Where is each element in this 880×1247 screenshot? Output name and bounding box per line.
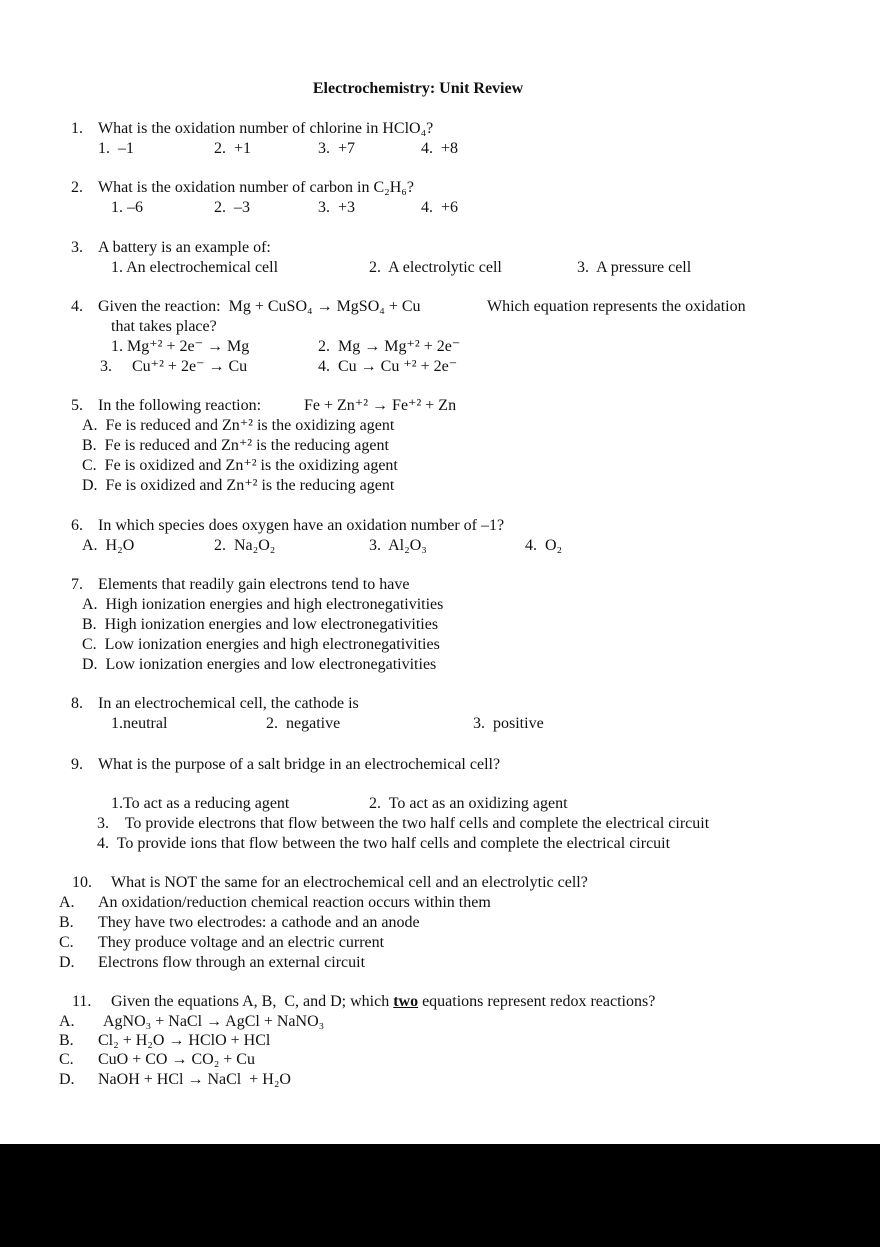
choice: 3. +7 <box>318 140 356 157</box>
bottom-black-bar <box>0 1144 880 1247</box>
choice: 3. To provide electrons that flow between the two half cells and complete the electrical circuit <box>97 815 710 832</box>
question-text-after: equations represent redox reactions? <box>418 993 656 1010</box>
choice: 2. +1 <box>214 140 252 157</box>
choice: 1. An electrochemical cell <box>111 259 279 276</box>
choice: 2. To act as an oxidizing agent <box>369 795 568 812</box>
question-text: A battery is an example of: <box>98 239 271 256</box>
question-text: In the following reaction: <box>98 397 262 414</box>
choice: CuO + CO → CO₂ + Cu <box>98 1051 255 1068</box>
question-number: 8. <box>71 695 83 712</box>
question-number: 6. <box>71 517 83 534</box>
choice: D. Fe is oxidized and Zn⁺² is the reducing agent <box>82 477 395 494</box>
question-text-continued: Which equation represents the oxidation <box>487 298 746 315</box>
choice: 4. +6 <box>421 199 459 216</box>
choice: 2. Na₂O₂ <box>214 537 276 554</box>
question-number: 10. <box>72 874 92 891</box>
choice: A. H₂O <box>82 537 135 554</box>
choice: 3. Cu⁺² + 2e⁻ → Cu <box>100 358 248 375</box>
choice: 3. A pressure cell <box>577 259 692 276</box>
question-text: What is the oxidation number of carbon in C₂H₆? <box>98 179 414 196</box>
question-number: 5. <box>71 397 83 414</box>
choice: C. Fe is oxidized and Zn⁺² is the oxidizing agent <box>82 457 398 474</box>
choice-letter: D. <box>59 954 75 971</box>
question-text-before: Given the equations A, B, C, and D; which <box>111 993 394 1010</box>
choice: D. Low ionization energies and low electronegativities <box>82 656 437 673</box>
question-text: Given the reaction: Mg + CuSO₄ → MgSO₄ + Cu <box>98 298 421 315</box>
question-text: In an electrochemical cell, the cathode is <box>98 695 359 712</box>
choice-letter: A. <box>59 1013 75 1030</box>
choice: B. Fe is reduced and Zn⁺² is the reducing agent <box>82 437 389 454</box>
choice: 2. –3 <box>214 199 250 216</box>
choice: Electrons flow through an external circuit <box>98 954 366 971</box>
choice: 3. +3 <box>318 199 356 216</box>
choice: 4. Cu → Cu ⁺² + 2e⁻ <box>318 358 458 375</box>
choice: They produce voltage and an electric current <box>98 934 385 951</box>
choice: 3. Al₂O₃ <box>369 537 427 554</box>
choice-letter: D. <box>59 1071 75 1088</box>
question-number: 9. <box>71 756 83 773</box>
choice: 4. O₂ <box>525 537 563 554</box>
choice: 1. –1 <box>98 140 134 157</box>
question-number: 11. <box>72 993 92 1010</box>
choice-letter: A. <box>59 894 75 911</box>
choice: 3. positive <box>473 715 544 732</box>
choice-letter: C. <box>59 1051 74 1068</box>
choice: They have two electrodes: a cathode and an anode <box>98 914 420 931</box>
choice: NaOH + HCl → NaCl + H₂O <box>98 1071 291 1088</box>
question-number: 4. <box>71 298 83 315</box>
choice: AgNO₃ + NaCl → AgCl + NaNO₃ <box>103 1013 325 1030</box>
question-text: What is the oxidation number of chlorine in HClO₄? <box>98 120 434 137</box>
choice-letter: B. <box>59 914 74 931</box>
question-number: 1. <box>71 120 83 137</box>
choice: 1.To act as a reducing agent <box>111 795 290 812</box>
choice: 2. A electrolytic cell <box>369 259 502 276</box>
choice: An oxidation/reduction chemical reaction occurs within them <box>98 894 491 911</box>
choice: 1.neutral <box>111 715 168 732</box>
question-number: 3. <box>71 239 83 256</box>
question-text: In which species does oxygen have an oxidation number of –1? <box>98 517 505 534</box>
choice: A. Fe is reduced and Zn⁺² is the oxidizing agent <box>82 417 395 434</box>
page-title: Electrochemistry: Unit Review <box>312 80 524 97</box>
question-text-continued: that takes place? <box>111 318 217 335</box>
choice: A. High ionization energies and high electronegativities <box>82 596 444 613</box>
choice: Cl₂ + H₂O → HClO + HCl <box>98 1032 271 1049</box>
emphasis-two: two <box>393 993 419 1010</box>
choice: 1. Mg⁺² + 2e⁻ → Mg <box>111 338 250 355</box>
choice: 1. –6 <box>111 199 143 216</box>
choice-letter: C. <box>59 934 74 951</box>
choice: 4. +8 <box>421 140 459 157</box>
choice: B. High ionization energies and low electronegativities <box>82 616 439 633</box>
question-text <box>111 992 655 1012</box>
choice: 4. To provide ions that flow between the two half cells and complete the electrical circuit <box>97 835 671 852</box>
question-text: Elements that readily gain electrons tend to have <box>98 576 410 593</box>
question-number: 7. <box>71 576 83 593</box>
choice-letter: B. <box>59 1032 74 1049</box>
choice: 2. negative <box>266 715 341 732</box>
reaction-equation: Fe + Zn⁺² → Fe⁺² + Zn <box>304 397 457 414</box>
choice: 2. Mg → Mg⁺² + 2e⁻ <box>318 338 461 355</box>
choice: C. Low ionization energies and high electronegativities <box>82 636 440 653</box>
question-text: What is NOT the same for an electrochemical cell and an electrolytic cell? <box>111 874 588 891</box>
question-text: What is the purpose of a salt bridge in an electrochemical cell? <box>98 756 501 773</box>
question-number: 2. <box>71 179 83 196</box>
